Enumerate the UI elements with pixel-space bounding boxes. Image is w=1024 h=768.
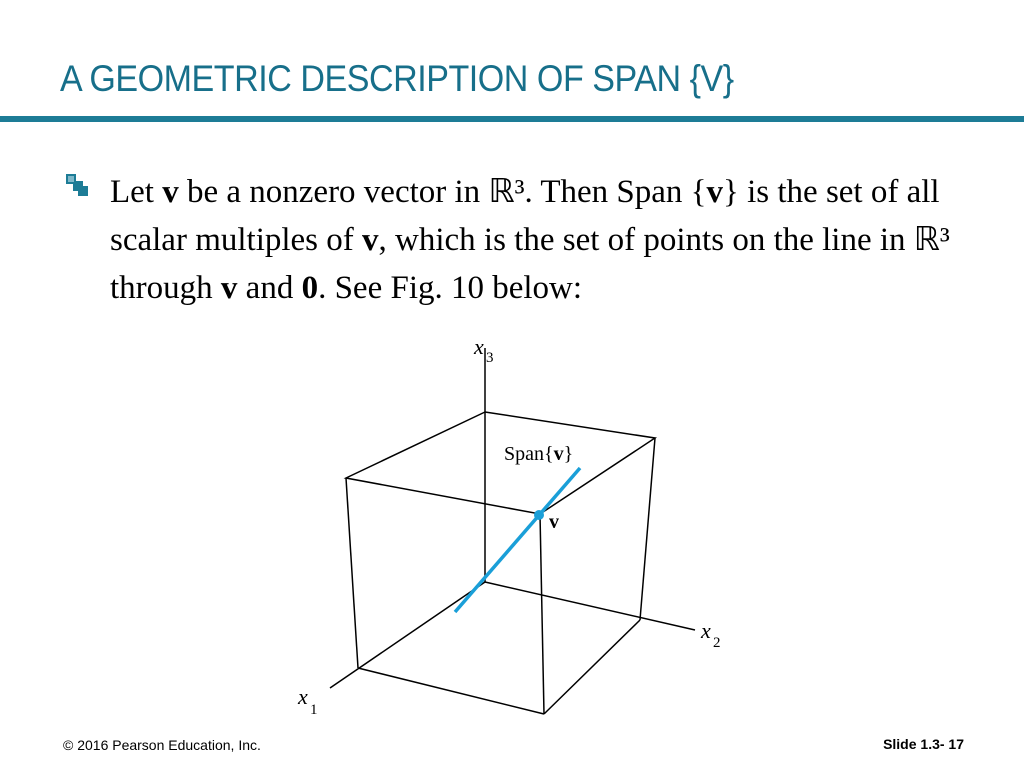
axis-x2-label: x: [701, 618, 711, 643]
square-bullet-icon: [66, 174, 88, 196]
box-edge-right: [640, 438, 655, 620]
body-text-13: and: [237, 270, 302, 306]
axis-x2-line: [485, 582, 695, 630]
vector-v-point: [534, 510, 544, 520]
body-text-15: . See Fig. 10 below:: [318, 270, 583, 306]
title-prefix: A GEOMETRIC DESCRIPTION OF SPAN {: [60, 58, 701, 99]
body-vector-v-2: v: [706, 174, 724, 210]
span-v-label: [504, 443, 573, 465]
body-text-3: be a nonzero vector in: [178, 174, 489, 210]
box-top-face: [346, 412, 655, 514]
bullet-paragraph: [110, 168, 970, 312]
span-label-bold: v: [553, 443, 564, 465]
title-divider: [0, 116, 1024, 122]
body-text-9: , which is the set of points on the line in: [378, 222, 914, 258]
body-r3-1: ℝ³: [488, 174, 525, 210]
slide-number: Slide 1.3- 17: [883, 736, 964, 752]
vector-v-label: v: [549, 511, 559, 533]
span-line-figure: [280, 330, 740, 720]
body-text-1: Let: [110, 174, 163, 210]
box-edge-left: [346, 478, 358, 668]
body-text-7: } is the set of all scalar multiples of: [110, 174, 940, 258]
body-r3-2: ℝ³: [913, 222, 950, 258]
slide-title: [60, 58, 734, 100]
span-line: [455, 468, 580, 612]
body-vector-v-3: v: [362, 222, 379, 258]
span-label-suffix: }: [563, 443, 574, 465]
copyright-notice: © 2016 Pearson Education, Inc.: [63, 737, 261, 753]
box-edge-bottom-front: [358, 668, 544, 714]
title-suffix: }: [722, 58, 734, 99]
body-vector-v-1: v: [162, 174, 179, 210]
body-text-5: . Then Span {: [524, 174, 707, 210]
span-label-prefix: Span{: [504, 443, 554, 465]
axis-x3-label: x: [474, 334, 484, 359]
body-text-11: through: [110, 270, 221, 306]
body-zero-vector: 0: [301, 270, 319, 306]
axis-x1-subscript: 1: [310, 702, 318, 718]
box-edge-bottom-right: [544, 620, 640, 714]
axis-x3-subscript: 3: [486, 350, 494, 366]
axis-x1-label: x: [298, 684, 308, 709]
body-vector-v-4: v: [220, 270, 238, 306]
box-edge-front: [540, 514, 544, 714]
axis-x2-subscript: 2: [713, 635, 721, 651]
title-bold: V: [700, 58, 723, 99]
